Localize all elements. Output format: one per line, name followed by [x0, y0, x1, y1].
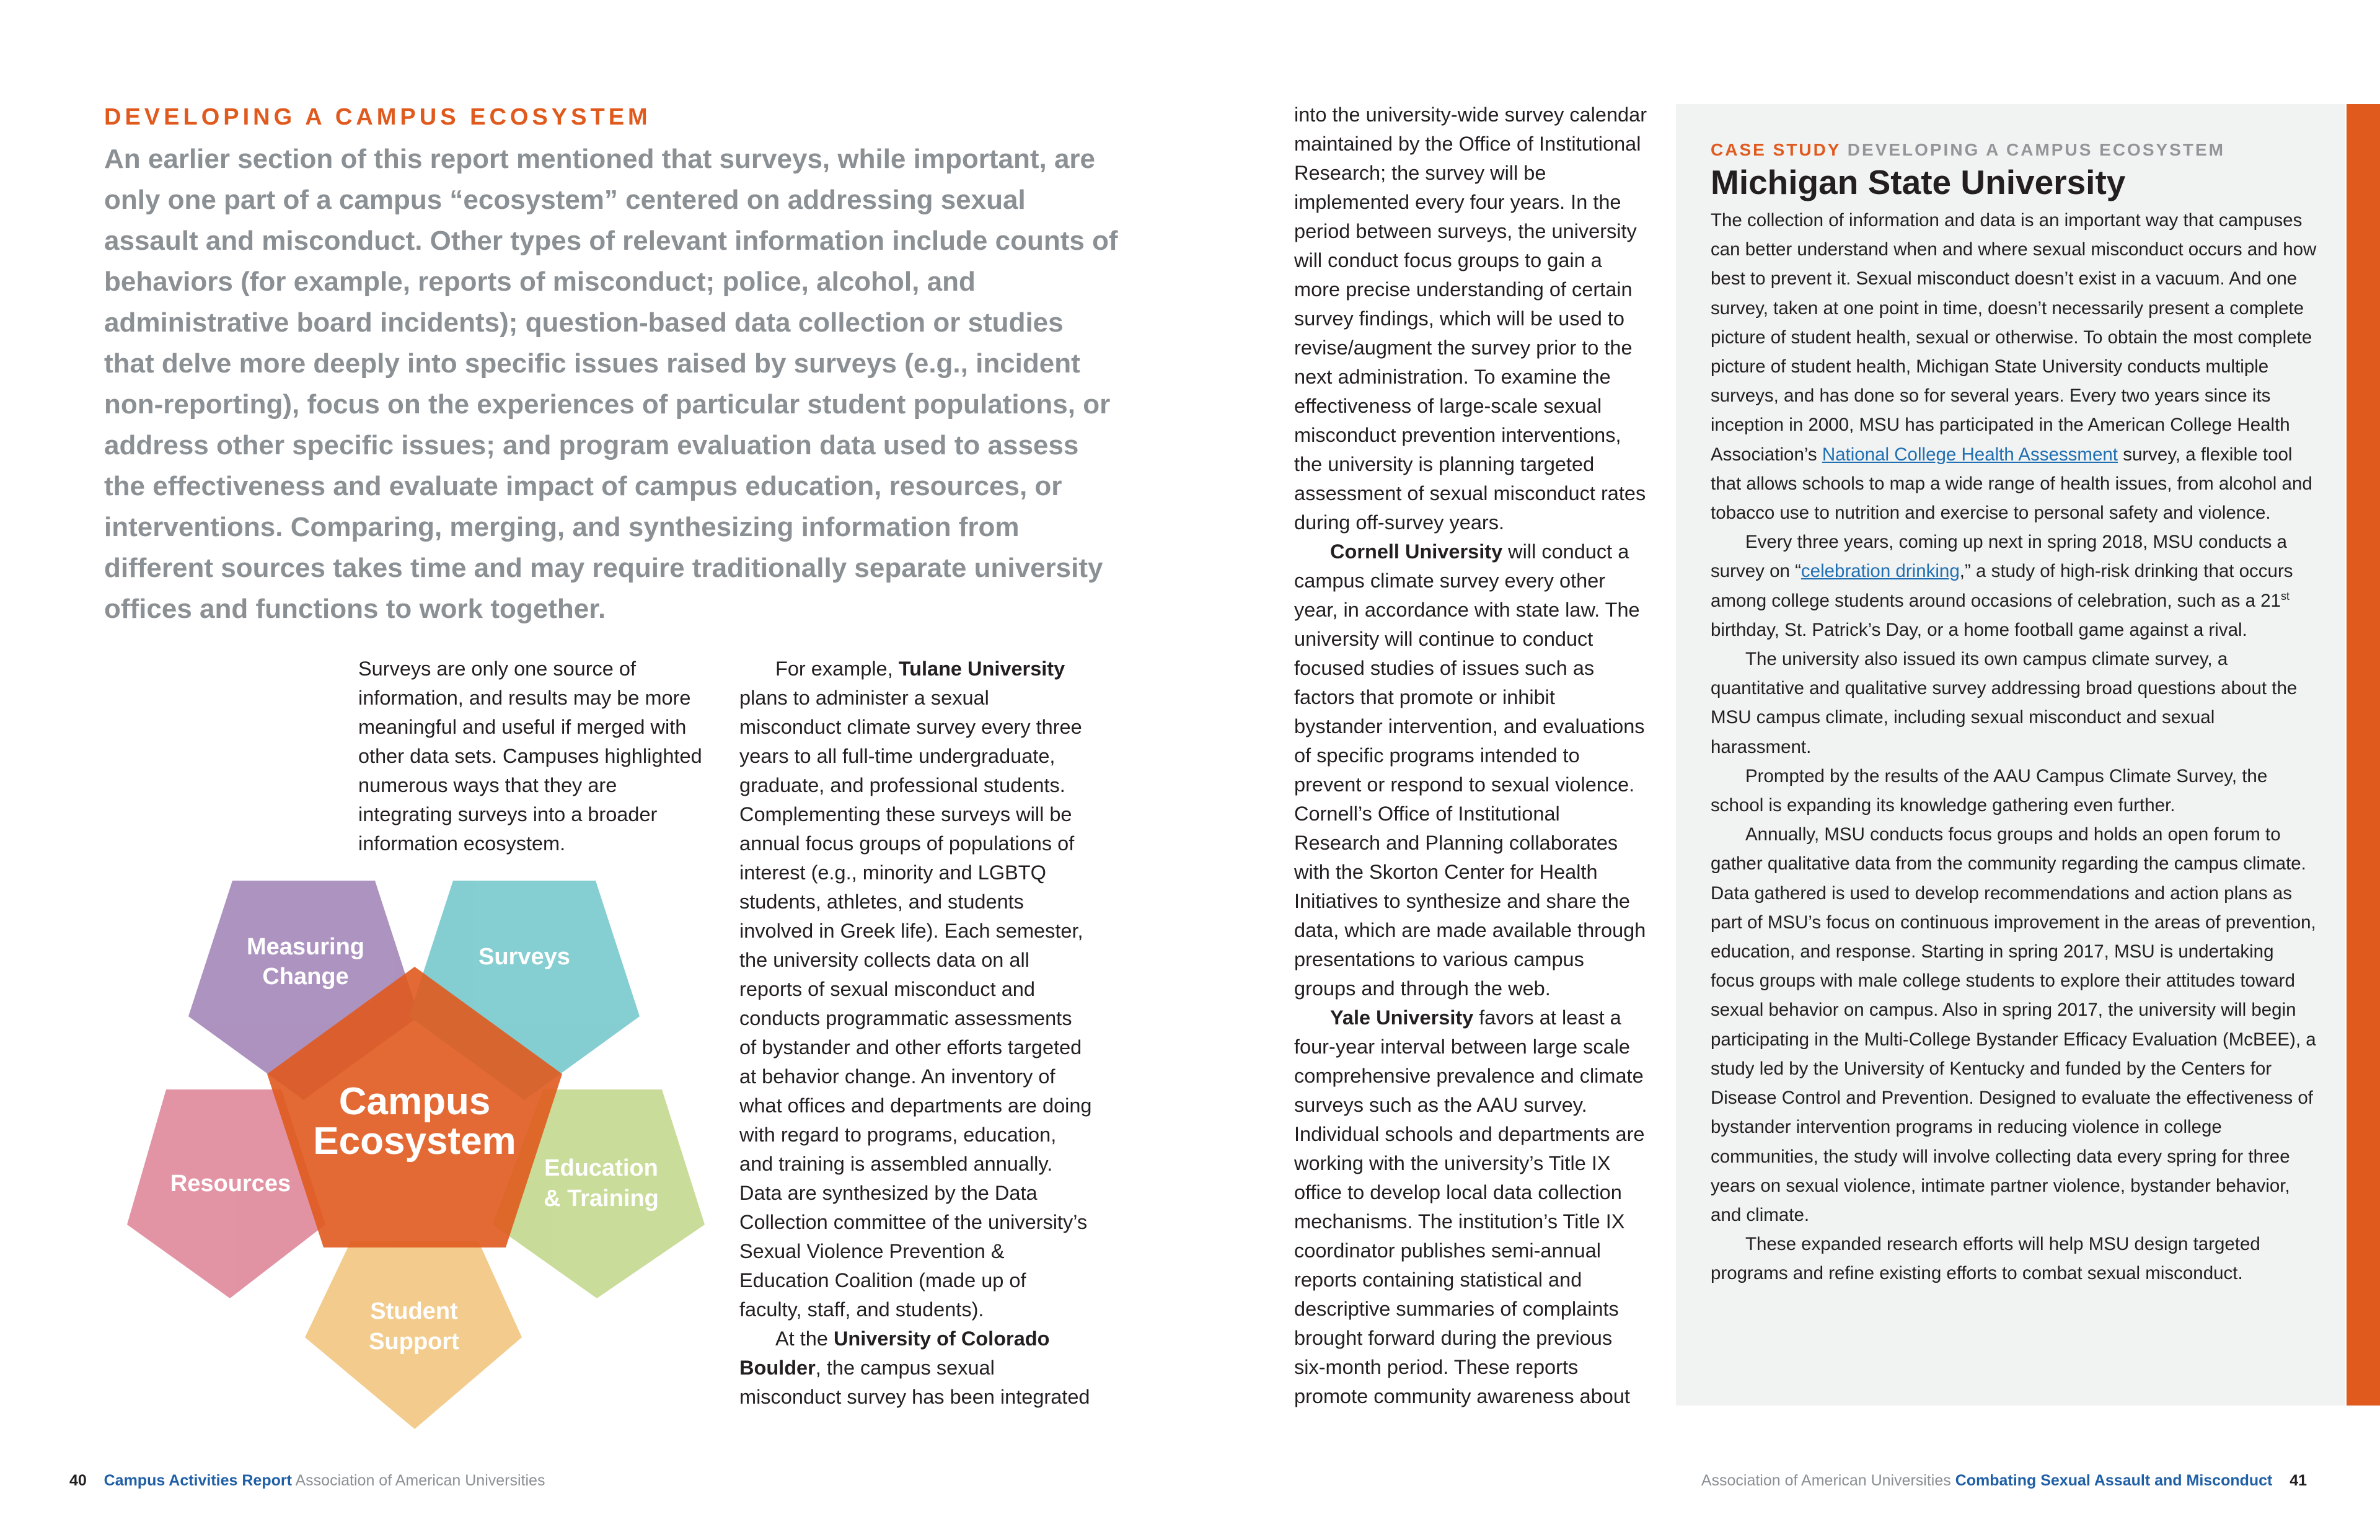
- case-study-label: CASE STUDY DEVELOPING A CAMPUS ECOSYSTEM: [1711, 140, 2225, 159]
- ecosystem-diagram: [118, 874, 719, 1438]
- footer-org-right: Association of American Universities: [1701, 1472, 1951, 1489]
- case-study-body: [1711, 206, 2318, 1288]
- intro-paragraph: An earlier section of this report mentioned that surveys, while important, are only one part of a campus “ecosystem” centered on addressing sexual assault and misconduct. Other types of relevant information include counts of behaviors (for example, reports of misconduct; police, alcohol, and administrative board incidents); question-based data collection or studies that delve more deeply into specific issues raised by surveys (e.g., incident non-reporting), focus on the experiences of particular student populations, or address other specific issues; and program evaluation data used to assess the effectiveness and evaluate impact of campus education, resources, or interventions. Comparing, merging, and synthesizing information from different sources takes time and may require traditionally separate university offices and functions to work together.: [104, 144, 1118, 624]
- surveys-label: Surveys: [478, 944, 570, 970]
- colorado-name: University of Colorado Boulder: [739, 1327, 1050, 1379]
- education-label-line2: & Training: [544, 1186, 659, 1212]
- colorado-paragraph: At the University of Colorado Boulder, the campus sexual misconduct survey has been integrated: [739, 1327, 1090, 1408]
- column-c: [1294, 100, 1647, 1411]
- column-a-paragraph: Surveys are only one source of information, and results may be more meaningful and useful if merged with other data sets. Campuses highlighted numerous ways that they are integrating surveys into a broader information ecosystem.: [358, 658, 702, 855]
- case-paragraph-5: Annually, MSU conducts focus groups and holds an open forum to gather qualitative data from the community regarding the campus climate. Data gathered is used to develop recommendations and action plans as part of MSU’s focus on continuous improvement in the areas of prevention, education, and response. Starting in spring 2017, MSU is undertaking focus groups with male college students to explore their attitudes toward sexual behavior on campus. Also in spring 2017, the university will begin participating in the Multi-College Bystander Efficacy Evaluation (McBEE), a study led by the University of Kentucky and funded by the Centers for Disease Control and Prevention. Designed to evaluate the effectiveness of bystander intervention programs in reducing violence in college communities, the study will involve collecting data every spring for three years on sexual violence, intimate partner violence, bystander behavior, and climate.: [1711, 824, 2316, 1225]
- case-study-title: Michigan State University: [1711, 163, 2126, 201]
- student-label-line2: Support: [369, 1329, 459, 1355]
- column-b: [739, 654, 1093, 1412]
- column-a: [358, 654, 712, 858]
- measuring-label-line1: Measuring: [246, 934, 365, 960]
- yale-name: Yale University: [1330, 1006, 1474, 1029]
- tulane-name: Tulane University: [898, 658, 1065, 680]
- case-paragraph-1: The collection of information and data is an important way that campuses can better understand when and where sexual misconduct occurs and how best to prevent it. Sexual misconduct doesn’t exist in a vacuum. And one survey, taken at one point in time, doesn’t necessarily present a complete picture of student health, sexual or otherwise. To obtain the most complete picture of student health, Michigan State University conducts multiple surveys, and has done so for several years. Every two years since its inception in 2000, MSU has participated in the American College Health Association’s National College Health Assessment survey, a flexible tool that allows schools to map a wide range of health issues, from alcohol and tobacco use to nutrition and exercise to personal safety and violence.: [1711, 210, 2317, 524]
- cornell-paragraph: Cornell University will conduct a campus climate survey every other year, in accordance with state law. The university will continue to conduct focused studies of issues such as factors that promote or inhibit bystander intervention, and evaluations of specific programs intended to prevent or respond to sexual violence. Cornell’s Office of Institutional Research and Planning collaborates with the Skorton Center for Health Initiatives to synthesize and share the data, which are made available through presentations to various campus groups and through the web.: [1294, 540, 1646, 1000]
- case-paragraph-6: These expanded research efforts will help MSU design targeted programs and refine existing efforts to combat sexual misconduct.: [1711, 1234, 2260, 1284]
- student-label-line1: Student: [370, 1298, 458, 1324]
- page-number-right: 41: [2290, 1472, 2307, 1489]
- footer-right: [1701, 1472, 2307, 1490]
- yale-paragraph: Yale University favors at least a four-year interval between large scale comprehensive prevalence and climate surveys such as the AAU survey. Individual schools and departments are working with the university’s Title IX office to develop local data collection mechanisms. The institution’s Title IX coordinator publishes semi-annual reports containing statistical and descriptive summaries of complaints brought forward during the previous six-month period. These reports promote community awareness about: [1294, 1006, 1645, 1407]
- footer-report-title-right: Combating Sexual Assault and Misconduct: [1955, 1472, 2273, 1489]
- ncha-link[interactable]: National College Health Assessment: [1822, 444, 2118, 465]
- case-paragraph-4: Prompted by the results of the AAU Campus Climate Survey, the school is expanding its knowledge gathering even further.: [1711, 765, 2268, 816]
- accent-bar: [2347, 104, 2380, 1406]
- footer-left: [69, 1472, 545, 1490]
- education-label-line1: Education: [544, 1155, 658, 1181]
- case-paragraph-3: The university also issued its own campus climate survey, a quantitative and qualitative survey addressing broad questions about the MSU campus climate, including sexual misconduct and sexual harassment.: [1711, 649, 2298, 757]
- footer-report-title-left: Campus Activities Report: [104, 1472, 292, 1489]
- resources-label: Resources: [170, 1171, 291, 1197]
- measuring-label-line2: Change: [262, 964, 349, 990]
- page-number-left: 40: [69, 1472, 87, 1489]
- cornell-name: Cornell University: [1330, 540, 1503, 563]
- center-label-line2: Ecosystem: [313, 1120, 516, 1163]
- celebration-drinking-link[interactable]: celebration drinking: [1800, 561, 1960, 582]
- center-label-line1: Campus: [338, 1080, 491, 1123]
- section-heading: DEVELOPING A CAMPUS ECOSYSTEM: [104, 104, 651, 130]
- footer-org-left: Association of American Universities: [295, 1472, 545, 1489]
- tulane-paragraph: For example, Tulane University plans to administer a sexual misconduct climate survey every three years to all full-time undergraduate, graduate, and professional students. Complementing these surveys will be annual focus groups of populations of interest (e.g., minority and LGBTQ students, athletes, and students involved in Greek life). Each semester, the university collects data on all reports of sexual misconduct and conducts programmatic assessments of bystander and other efforts targeted at behavior change. An inventory of what offices and departments are doing with regard to programs, education, and training is assembled annually. Data are synthesized by the Data Collection committee of the university’s Sexual Violence Prevention & Education Coalition (made up of faculty, staff, and students).: [739, 658, 1092, 1321]
- colorado-continued-paragraph: into the university-wide survey calendar maintained by the Office of Institutional Research; the survey will be implemented every four years. In the period between surveys, the university will conduct focus groups to gain a more precise understanding of certain survey findings, which will be used to revise/augment the survey prior to the next administration. To examine the effectiveness of large-scale sexual misconduct prevention interventions, the university is planning targeted assessment of sexual misconduct rates during off-survey years.: [1294, 103, 1647, 534]
- case-paragraph-2: Every three years, coming up next in spring 2018, MSU conducts a survey on “celebration drinking,” a study of high-risk drinking that occurs among college students around occasions of celebration, such as a 21st birthday, St. Patrick’s Day, or a home football game against a rival.: [1711, 532, 2293, 640]
